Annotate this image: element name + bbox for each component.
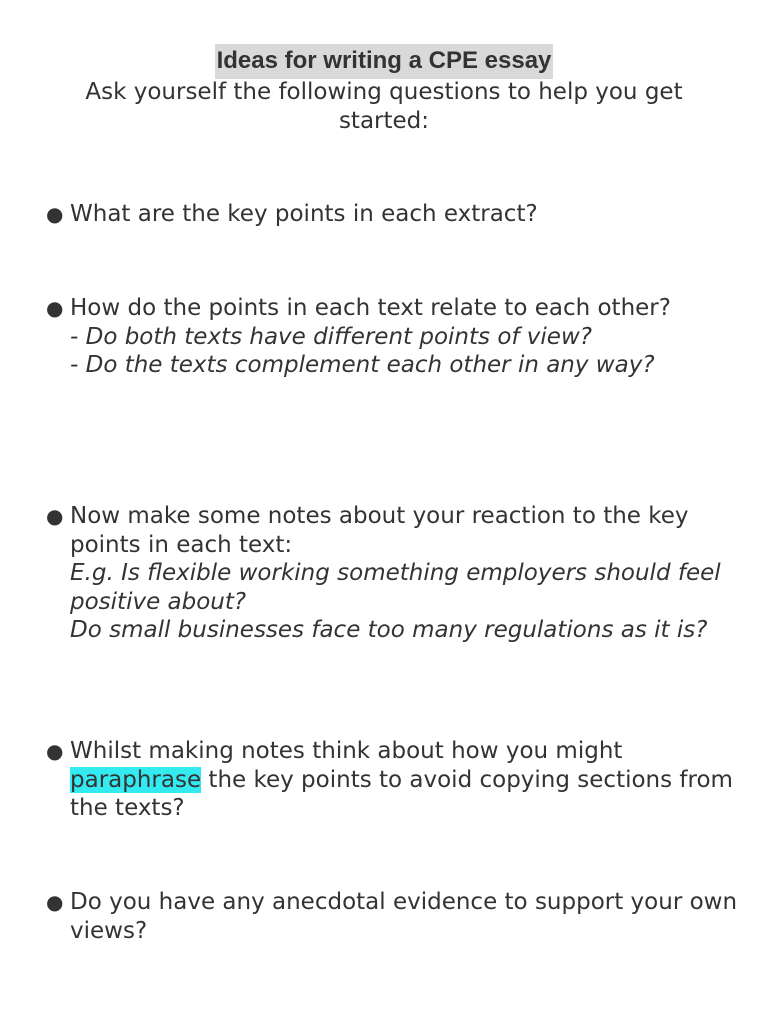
- example-question: Do small businesses face too many regulations as it is?: [70, 617, 708, 643]
- bullet-icon: ●: [46, 890, 64, 914]
- question-item: [46, 200, 740, 229]
- question-text: [70, 737, 740, 823]
- question-item: [46, 294, 740, 380]
- question-text: Now make some notes about your reaction to the key points in each text:: [70, 503, 689, 558]
- question-item: [46, 888, 740, 945]
- question-text-end: the key points to avoid copying sections from the texts?: [70, 766, 733, 821]
- bullet-icon: ●: [46, 202, 64, 226]
- title-wrapper: [0, 44, 768, 79]
- bullet-icon: ●: [46, 739, 64, 763]
- question-text: How do the points in each text relate to each other?: [70, 295, 671, 321]
- question-item: [46, 502, 740, 645]
- document-subtitle: Ask yourself the following questions to help you get started:: [85, 79, 683, 134]
- question-text: What are the key points in each extract?: [70, 201, 538, 227]
- sub-question: - Do the texts complement each other in any way?: [70, 352, 655, 378]
- sub-question: - Do both texts have different points of view?: [70, 323, 592, 350]
- bullet-icon: ●: [46, 296, 64, 320]
- bullet-icon: ●: [46, 504, 64, 528]
- question-text: Do you have any anecdotal evidence to support your own views?: [70, 889, 738, 944]
- question-item: [46, 737, 740, 823]
- example-question: E.g. Is flexible working something employers should feel positive about?: [70, 560, 721, 615]
- document-title: Ideas for writing a CPE essay: [215, 44, 554, 79]
- question-text-start: Whilst making notes think about how you might: [70, 738, 623, 764]
- highlighted-word: paraphrase: [70, 766, 202, 793]
